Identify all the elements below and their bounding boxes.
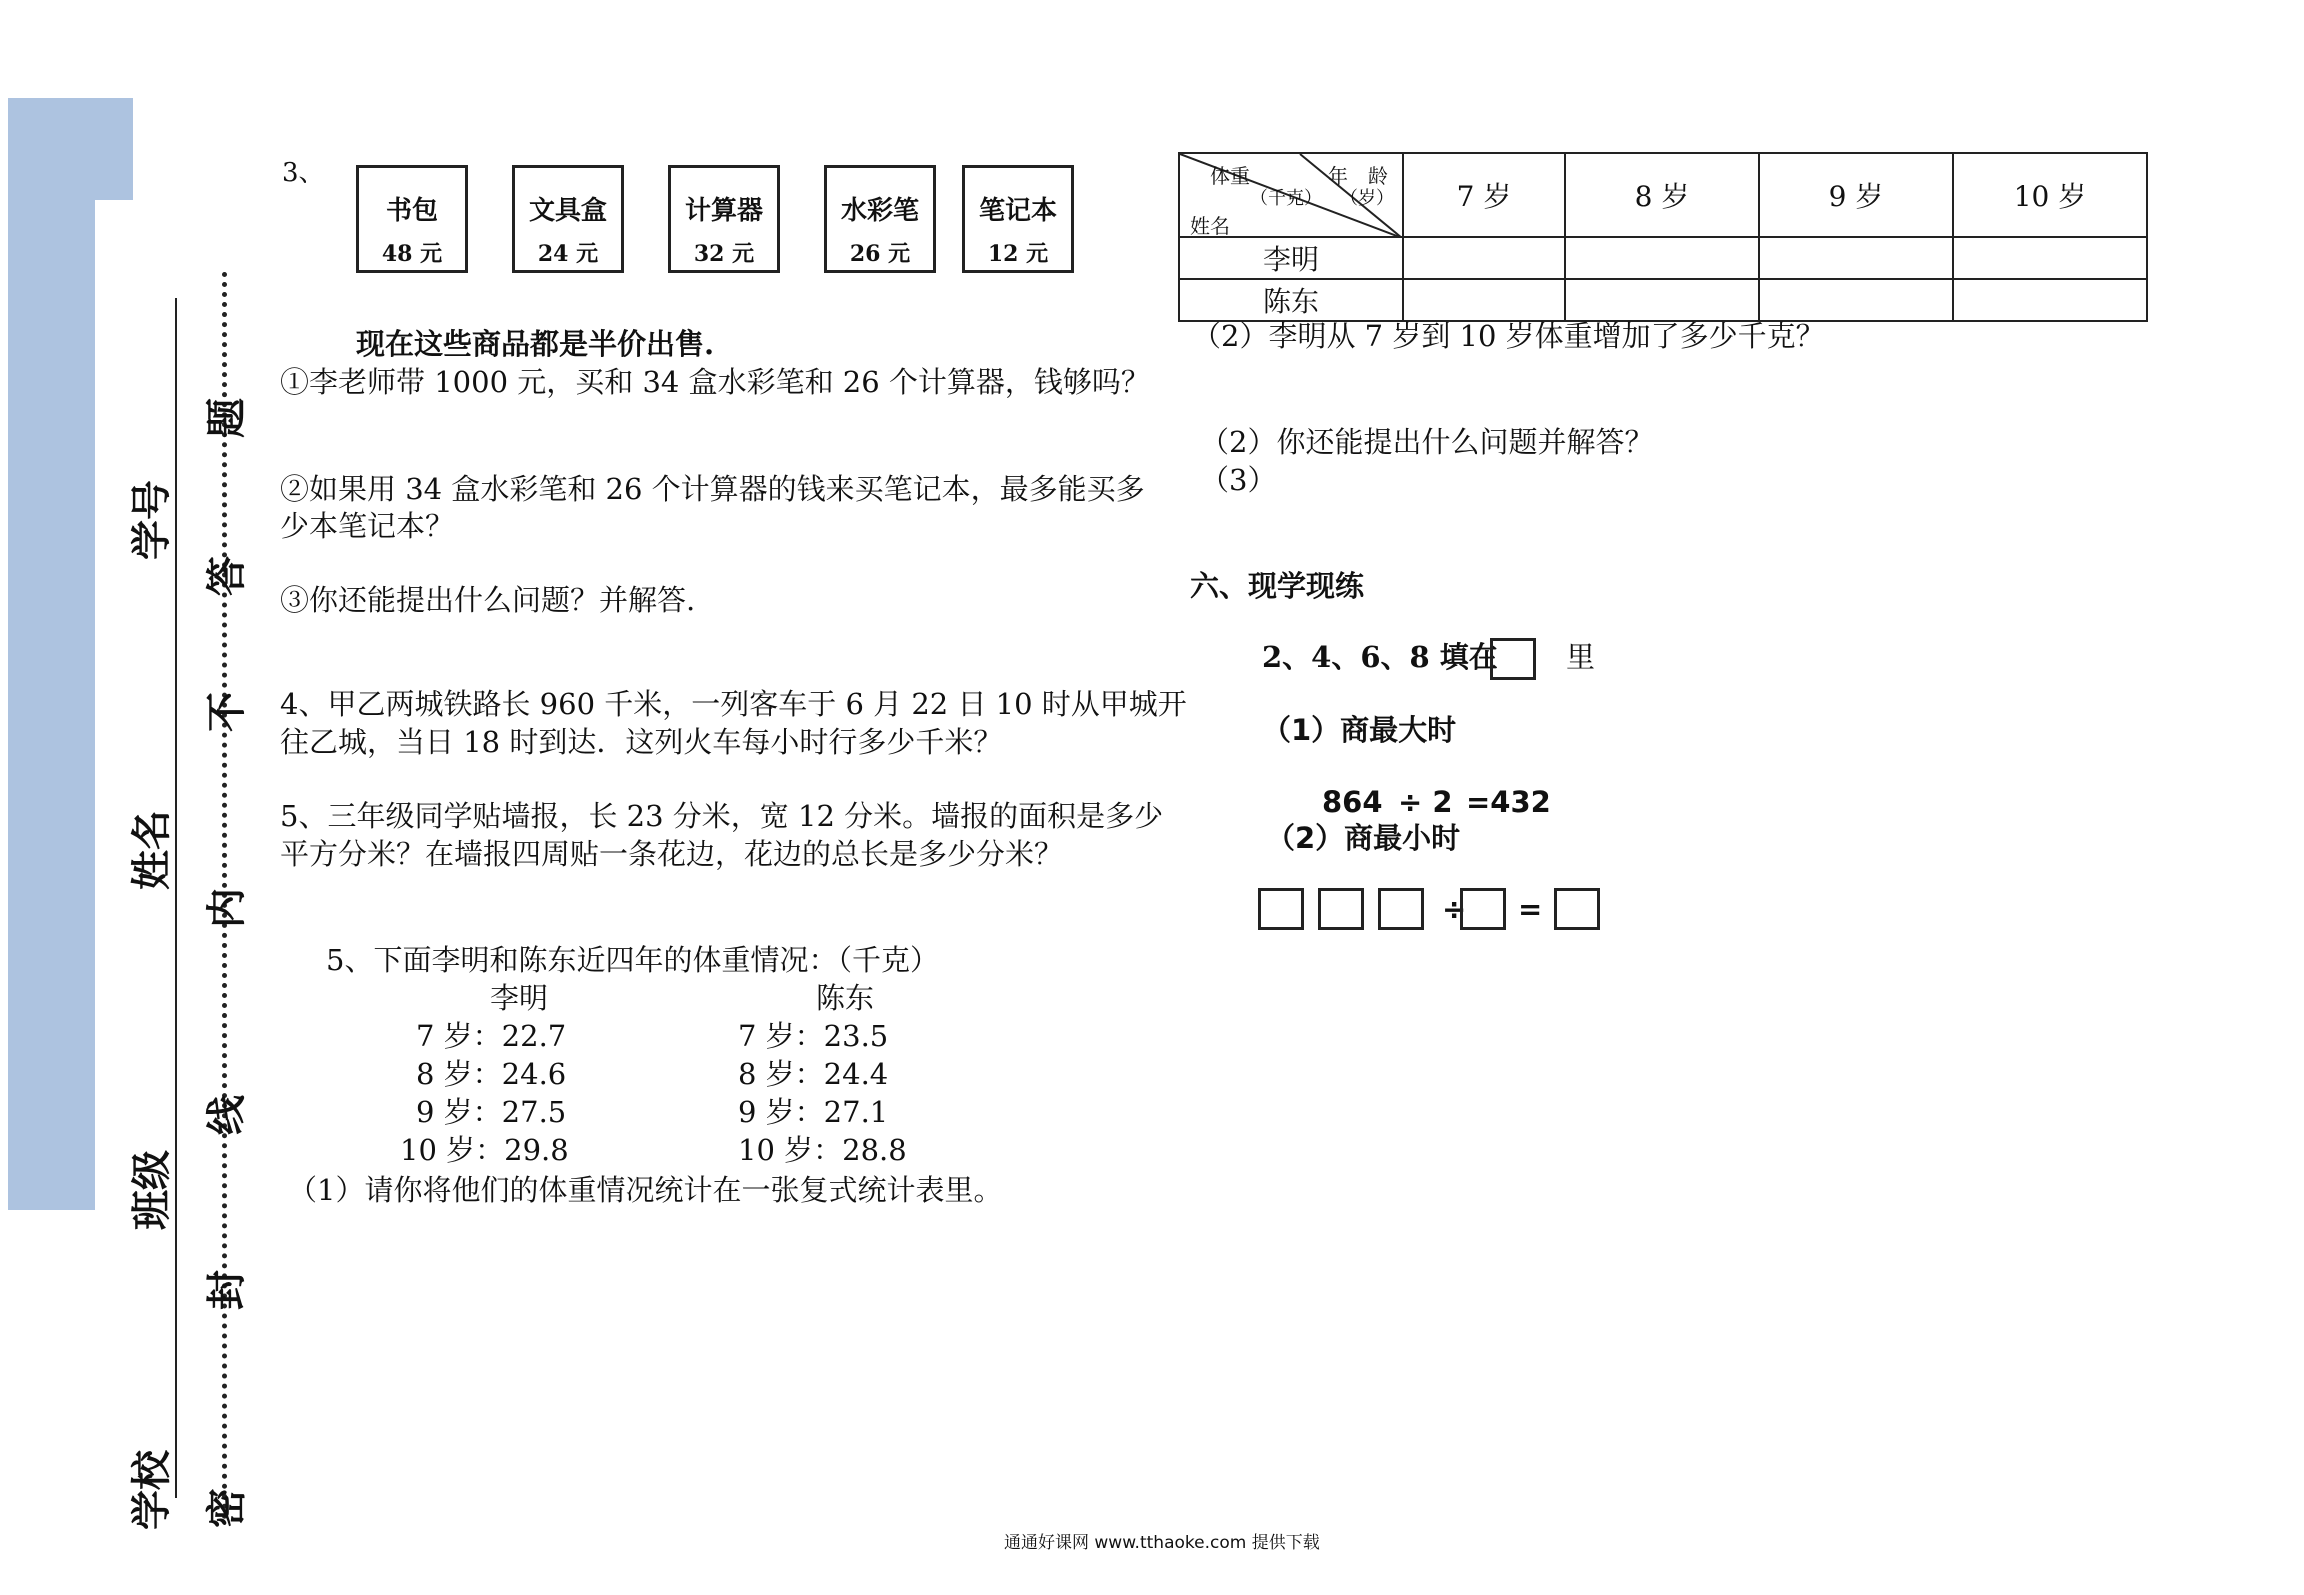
seal-char: 线 [204,1095,250,1135]
chendong-weight: 7 岁：23.5 [738,1019,889,1053]
item-box-bag [356,165,468,273]
right-q2b: （2）你还能提出什么问题并解答？ [1200,425,1654,459]
table-cell [1759,237,1953,279]
binding-fill-line [175,298,177,1498]
header-sui-label: （岁） [1340,188,1394,209]
seal-char: 不 [204,692,250,732]
table-cell [1565,237,1759,279]
name-label: 姓名 [129,810,175,890]
table-age-header: 10 岁 [1953,153,2147,237]
student-number-label: 学号 [129,480,175,560]
max-eq-dividend: 864 [1322,785,1383,819]
chendong-weight: 8 岁：24.4 [738,1057,889,1091]
footer-source: 通通好课网 www.tthaoke.com 提供下载 [1004,1533,1320,1553]
item-box-notebook [962,165,1074,273]
fill-prompt-b: 里 [1566,640,1596,674]
table-age-header: 7 岁 [1403,153,1565,237]
q5a-line2: 平方分米？在墙报四周贴一条花边，花边的总长是多少分米？ [280,837,1064,871]
item-box-watercolor-pen [824,165,936,273]
item-name: 文具盒 [528,196,607,226]
table-cell [1759,279,1953,321]
q5b-sub1: （1）请你将他们的体重情况统计在一张复式统计表里。 [288,1173,1003,1207]
liming-weight: 8 岁：24.6 [416,1057,567,1091]
digit-box[interactable] [1258,888,1304,930]
item-box-pencil-case [512,165,624,273]
division-sign: ÷ [1442,892,1467,926]
table-row-name: 陈东 [1179,279,1403,321]
right-q2a: （2）李明从 7 岁到 10 岁体重增加了多少千克？ [1192,319,1825,353]
max-quotient-label: （1）商最大时 [1262,713,1457,747]
liming-weight: 7 岁：22.7 [416,1019,567,1053]
item-price: 32 元 [693,241,755,267]
weight-statistics-table [1178,152,2148,322]
header-kg-label: （千克） [1250,188,1322,209]
liming-weight: 9 岁：27.5 [416,1095,567,1129]
max-eq-result: =432 [1466,785,1551,819]
max-eq-divisor: ÷ 2 [1398,785,1453,819]
chendong-weight: 9 岁：27.1 [738,1095,889,1129]
table-age-header: 8 岁 [1565,153,1759,237]
digit-box[interactable] [1318,888,1364,930]
class-label: 班级 [129,1150,175,1230]
item-price: 24 元 [537,241,599,267]
header-age-label: 年 龄 [1328,164,1388,188]
table-cell [1565,279,1759,321]
table-cell [1953,279,2147,321]
item-name: 笔记本 [978,196,1057,226]
section-6-heading: 六、现学现练 [1190,569,1365,603]
q4-line2: 往乙城，当日 18 时到达．这列火车每小时行多少千米？ [280,725,1003,759]
table-cell [1403,279,1565,321]
q3-sub3: ③你还能提出什么问题？并解答. [280,583,696,617]
fill-prompt-a: 2、4、6、8 填在 [1262,640,1498,674]
item-price: 26 元 [849,241,911,267]
answer-box[interactable] [1490,638,1536,680]
header-name-label: 姓名 [1190,214,1230,238]
item-price: 12 元 [987,241,1049,267]
min-quotient-label: （2）商最小时 [1266,821,1461,855]
q3-number: 3、 [282,158,325,188]
item-name: 水彩笔 [840,196,919,226]
liming-weight: 10 岁：29.8 [400,1133,569,1167]
table-age-header: 9 岁 [1759,153,1953,237]
q3-sub2-line2: 少本笔记本？ [280,509,455,543]
table-cell [1953,237,2147,279]
seal-char: 题 [204,398,250,438]
item-box-calculator [668,165,780,273]
q3-note: 现在这些商品都是半价出售. [356,327,715,361]
item-name: 计算器 [684,196,763,226]
seal-char: 封 [204,1270,250,1310]
q5b-title: 5、下面李明和陈东近四年的体重情况：（千克） [326,943,939,977]
q4-line1: 4、甲乙两城铁路长 960 千米，一列客车于 6 月 22 日 10 时从甲城开 [280,687,1187,721]
item-name: 书包 [385,196,438,226]
q3-sub2-line1: ②如果用 34 盒水彩笔和 26 个计算器的钱来买笔记本，最多能买多 [280,472,1145,506]
chendong-weight: 10 岁：28.8 [738,1133,907,1167]
seal-char: 内 [204,888,250,928]
seal-char: 答 [204,556,250,596]
digit-box[interactable] [1554,888,1600,930]
digit-box[interactable] [1460,888,1506,930]
school-label: 学校 [129,1450,175,1530]
digit-box[interactable] [1378,888,1424,930]
binding-margin-inner [95,200,133,1210]
liming-heading: 李明 [490,981,549,1015]
right-q3: （3） [1200,463,1277,497]
equals-sign: = [1518,892,1543,926]
table-diagonal-header [1179,153,1403,237]
chendong-heading: 陈东 [816,981,875,1015]
header-weight-label: 体重 [1210,164,1250,188]
q3-sub1: ①李老师带 1000 元，买和 34 盒水彩笔和 26 个计算器，钱够吗？ [280,365,1150,399]
item-price: 48 元 [381,241,443,267]
q5a-line1: 5、三年级同学贴墙报，长 23 分米，宽 12 分米。墙报的面积是多少 [280,799,1164,833]
table-cell [1403,237,1565,279]
table-row-name: 李明 [1179,237,1403,279]
seal-char: 密 [204,1488,250,1528]
